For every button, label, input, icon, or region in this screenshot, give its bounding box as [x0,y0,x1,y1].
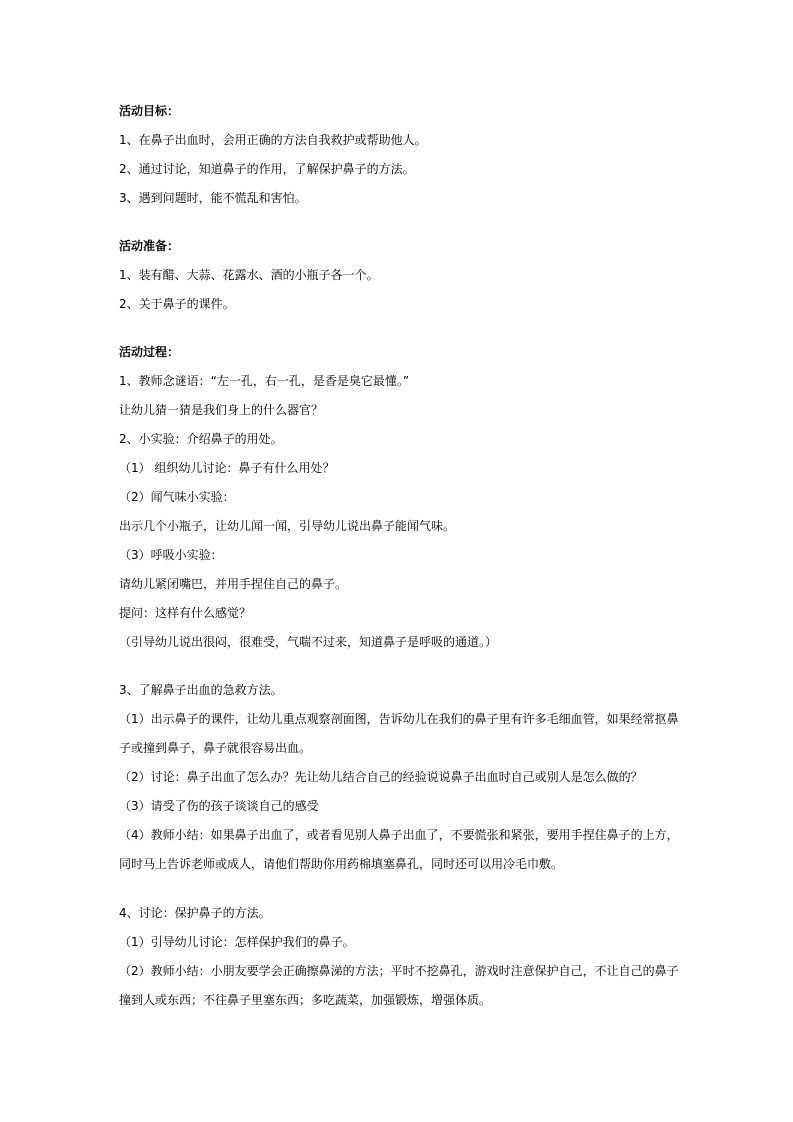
firstaid-line-3: 子或撞到鼻子，鼻子就很容易出血。 [119,741,312,755]
protection-line-4: 撞到人或东西；不往鼻子里塞东西；多吃蔬菜，加强锻炼，增强体质。 [119,993,492,1007]
process-line-5: （2）闻气味小实验： [119,490,235,504]
goal-item-2: 2、通过讨论，知道鼻子的作用，了解保护鼻子的方法。 [119,162,415,176]
protection-line-2: （1）引导幼儿讨论：怎样保护我们的鼻子。 [119,935,355,949]
goal-item-3: 3、遇到问题时，能不慌乱和害怕。 [119,191,307,205]
firstaid-line-4: （2）讨论：鼻子出血了怎么办？先让幼儿结合自己的经验说说鼻子出血时自己或别人是怎么做的？ [119,770,643,784]
protection-line-1: 4、讨论：保护鼻子的方法。 [119,906,271,920]
process-line-1: 1、教师念谜语：“左一孔，右一孔，是香是臭它最懂。” [119,374,410,388]
goal-item-1: 1、在鼻子出血时，会用正确的方法自我救护或帮助他人。 [119,133,427,147]
firstaid-line-1: 3、了解鼻子出血的急救方法。 [119,683,283,697]
firstaid-line-5: （3）请受了伤的孩子谈谈自己的感受 [119,799,319,813]
process-line-3: 2、小实验：介绍鼻子的用处。 [119,432,283,446]
process-line-4: （1） 组织幼儿讨论：鼻子有什么用处？ [119,461,335,475]
protection-line-3: （2）教师小结：小朋友要学会正确擦鼻涕的方法；平时不挖鼻孔，游戏时注意保护自己，不让自己的鼻子 [119,964,679,978]
process-line-8: 请幼儿紧闭嘴巴，并用手捏住自己的鼻子。 [119,577,348,591]
section-heading-process: 活动过程： [119,345,180,359]
firstaid-line-2: （1）出示鼻子的课件，让幼儿重点观察剖面图，告诉幼儿在我们的鼻子里有许多毛细血管，如果经常抠鼻 [119,712,679,726]
preparation-item-1: 1、装有醋、大蒜、花露水、酒的小瓶子各一个。 [119,268,379,282]
firstaid-line-6: （4）教师小结：如果鼻子出血了，或者看见别人鼻子出血了，不要慌张和紧张，要用手捏住鼻子的上方， [119,828,679,842]
process-line-6: 出示几个小瓶子，让幼儿闻一闻，引导幼儿说出鼻子能闻气味。 [119,519,456,533]
preparation-item-2: 2、关于鼻子的课件。 [119,297,235,311]
process-line-10: （引导幼儿说出很闷，很难受，气喘不过来，知道鼻子是呼吸的通道。） [119,635,498,649]
section-heading-preparation: 活动准备： [119,239,180,253]
process-line-9: 提问：这样有什么感觉？ [119,606,252,620]
section-heading-goals: 活动目标： [119,104,180,118]
firstaid-line-7: 同时马上告诉老师或成人，请他们帮助你用药棉填塞鼻孔，同时还可以用冷毛巾敷。 [119,857,564,871]
process-line-2: 让幼儿猜一猜是我们身上的什么器官？ [119,403,324,417]
process-line-7: （3）呼吸小实验： [119,548,223,562]
